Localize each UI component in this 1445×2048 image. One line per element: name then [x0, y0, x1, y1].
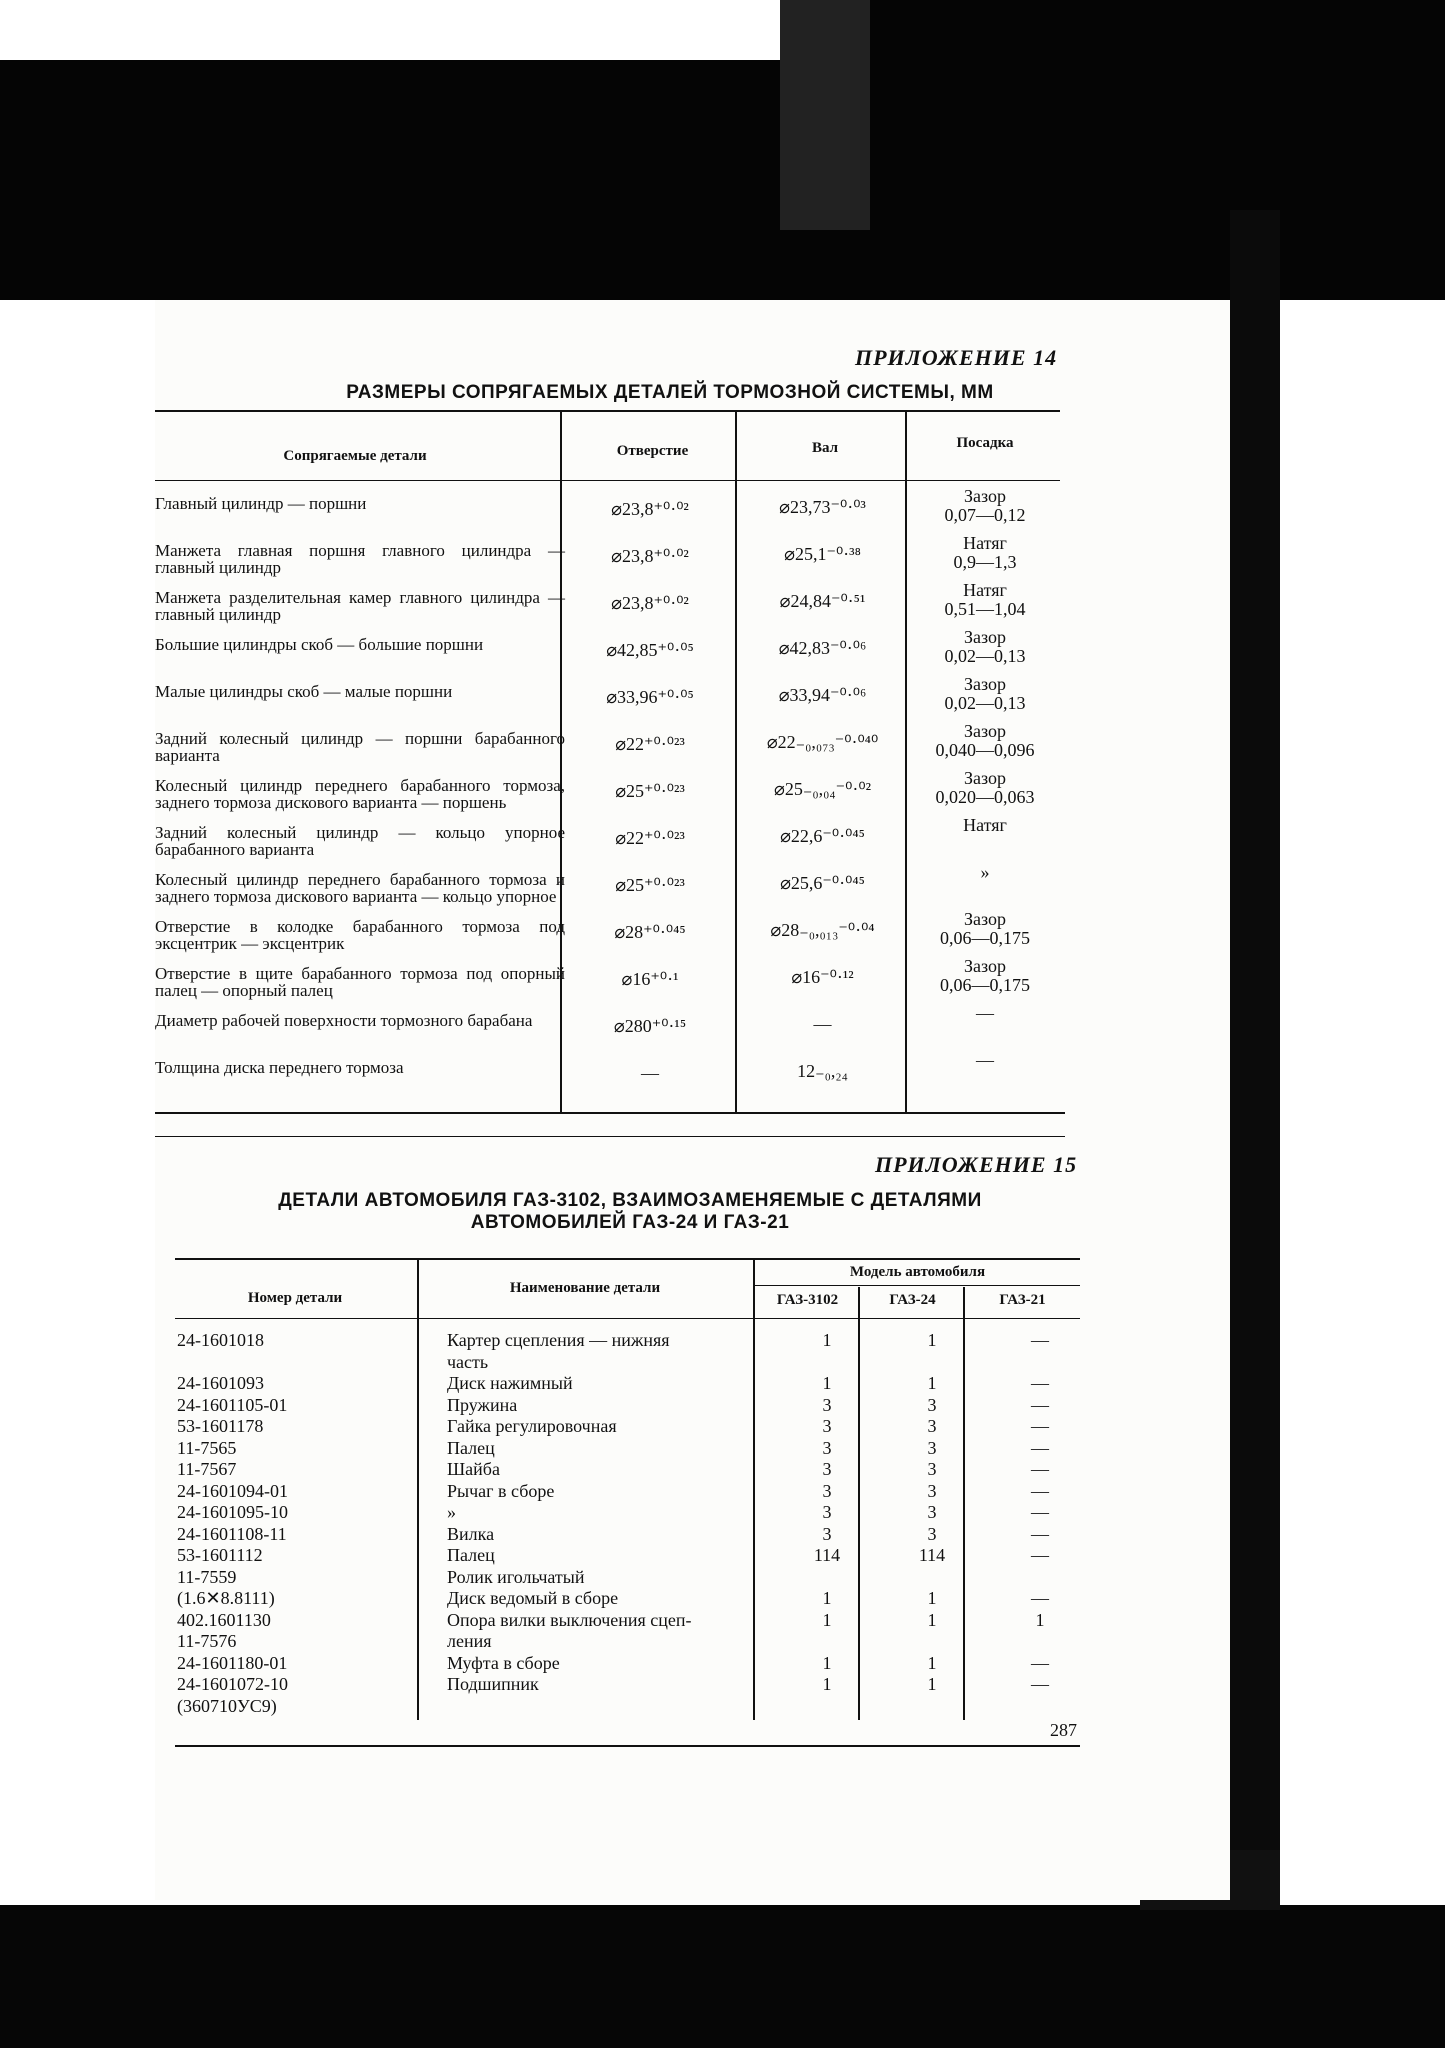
hole-dimension: ⌀22⁺⁰·⁰²³	[615, 734, 685, 754]
col-header-gaz-21: ГАЗ-21	[999, 1292, 1046, 1308]
table-top-rule	[155, 410, 1060, 412]
part-number: (360710УС9)	[177, 1695, 277, 1716]
table-row	[155, 909, 1060, 959]
part-number: 11-7565	[177, 1437, 237, 1458]
fit-type: Зазор 0,06—0,175	[940, 909, 1030, 948]
fit-type: —	[976, 1003, 994, 1023]
table-row	[155, 674, 1060, 724]
qty-gaz-24: 3	[927, 1480, 937, 1501]
appendix-15-title-line1: ДЕТАЛИ АВТОМОБИЛЯ ГАЗ-3102, ВЗАИМОЗАМЕНЯЕМЫЕ С ДЕТАЛЯМИ	[278, 1190, 982, 1211]
shaft-dimension: ⌀25₋₀,₀₄⁻⁰·⁰²	[774, 779, 871, 799]
shaft-dimension: ⌀16⁻⁰·¹²	[791, 967, 854, 987]
qty-gaz-3102: 3	[822, 1437, 832, 1458]
table-row	[155, 1003, 1060, 1053]
table-row	[177, 1481, 1082, 1502]
shaft-dimension: ⌀42,83⁻⁰·⁰⁶	[778, 638, 867, 658]
qty-gaz-24: 3	[927, 1523, 937, 1544]
footer-rule	[175, 1745, 1080, 1747]
part-name: Ролик игольчатый	[447, 1566, 585, 1587]
part-name: часть	[447, 1351, 489, 1372]
part-number: 53-1601112	[177, 1545, 263, 1565]
qty-gaz-3102: 3	[822, 1394, 832, 1415]
qty-gaz-3102: 1	[822, 1373, 832, 1393]
table-row	[155, 580, 1060, 630]
part-name: Вилка	[447, 1523, 495, 1544]
qty-gaz-21: —	[1031, 1502, 1049, 1522]
table-row	[177, 1588, 1082, 1609]
part-number: 24-1601180-01	[177, 1652, 288, 1673]
table-row	[177, 1567, 1082, 1588]
table2-top-rule	[175, 1258, 1080, 1260]
qty-gaz-24: 1	[927, 1373, 937, 1393]
qty-gaz-21: —	[1031, 1523, 1049, 1544]
table-row	[177, 1330, 1082, 1351]
part-number: 11-7567	[177, 1459, 237, 1479]
scan-border-notch	[0, 0, 800, 60]
fit-type: Зазор 0,02—0,13	[944, 627, 1026, 666]
shaft-dimension: ⌀25,1⁻⁰·³⁸	[784, 544, 861, 564]
qty-gaz-21: —	[1031, 1459, 1049, 1479]
qty-gaz-24: 3	[927, 1502, 937, 1522]
shaft-dimension: ⌀28₋₀,₀₁₃⁻⁰·⁰⁴	[770, 920, 875, 940]
shaft-dimension: ⌀24,84⁻⁰·⁵¹	[779, 591, 866, 611]
part-number: 53-1601178	[177, 1416, 264, 1436]
qty-gaz-24: 3	[927, 1459, 937, 1479]
col-header-shaft: Вал	[811, 440, 839, 456]
part-name: Пружина	[447, 1394, 518, 1415]
shaft-dimension: ⌀23,73⁻⁰·⁰³	[779, 497, 866, 517]
col-header-gaz-24: ГАЗ-24	[889, 1292, 936, 1308]
shaft-dimension: ⌀33,94⁻⁰·⁰⁶	[778, 685, 867, 705]
qty-gaz-24: 3	[927, 1437, 937, 1458]
col-header-part-name: Наименование детали	[509, 1280, 661, 1296]
qty-gaz-3102: 3	[822, 1459, 832, 1479]
part-name: Муфта в сборе	[447, 1652, 560, 1673]
hole-dimension: ⌀22⁺⁰·⁰²³	[615, 828, 685, 848]
fit-type: Зазор 0,02—0,13	[944, 674, 1026, 713]
table-row	[177, 1653, 1082, 1674]
qty-gaz-21: —	[1031, 1480, 1049, 1501]
mating-parts-name: Диаметр рабочей поверхности тормозного барабана	[155, 1011, 533, 1030]
part-number: 24-1601095-10	[177, 1502, 288, 1522]
hole-dimension: ⌀16⁺⁰·¹	[621, 969, 679, 989]
hole-dimension: ⌀280⁺⁰·¹⁵	[613, 1016, 687, 1036]
table-row	[177, 1502, 1082, 1523]
mating-parts-name: Отверстие в щите барабанного тормоза под опорный палец — опорный палец	[155, 964, 565, 1000]
table-row	[155, 533, 1060, 583]
mating-parts-name: Большие цилиндры скоб — большие поршни	[155, 635, 484, 654]
table-row	[177, 1416, 1082, 1437]
model-subrule	[755, 1285, 1080, 1286]
table-row	[177, 1438, 1082, 1459]
table-row	[155, 956, 1060, 1006]
fit-type: Зазор 0,06—0,175	[940, 956, 1030, 995]
table-row	[155, 815, 1060, 865]
fit-type: Натяг 0,9—1,3	[953, 533, 1017, 572]
part-name: Картер сцепления — нижняя	[447, 1330, 670, 1350]
qty-gaz-24: 1	[927, 1652, 937, 1673]
section-separator	[155, 1136, 1065, 1137]
fit-type: —	[976, 1050, 994, 1070]
col-header-fit: Посадка	[956, 435, 1014, 451]
mating-parts-name: Задний колесный цилиндр — кольцо упорное барабанного варианта	[155, 823, 565, 859]
qty-gaz-24: 1	[927, 1330, 937, 1350]
mating-parts-name: Колесный цилиндр переднего барабанного тормоза и заднего тормоза дискового варианта — кольцо упорное	[155, 870, 565, 906]
hole-dimension: ⌀28⁺⁰·⁰⁴⁵	[614, 922, 686, 942]
part-number: 24-1601018	[177, 1330, 264, 1350]
table-row	[155, 627, 1060, 677]
qty-gaz-24: 1	[927, 1588, 937, 1608]
table-row	[155, 862, 1060, 912]
table2-header-rule	[175, 1318, 1080, 1319]
shaft-dimension: ⌀22,6⁻⁰·⁰⁴⁵	[780, 826, 865, 846]
shaft-dimension: ⌀22₋₀,₀₇₃⁻⁰·⁰⁴⁰	[766, 732, 879, 752]
appendix-14-label: ПРИЛОЖЕНИЕ 14	[855, 345, 1058, 370]
part-name: Диск ведомый в сборе	[447, 1588, 619, 1608]
table-row	[155, 1050, 1060, 1100]
col-header-parts: Сопрягаемые детали	[283, 448, 427, 464]
qty-gaz-24: 1	[927, 1609, 937, 1630]
appendix-15-label: ПРИЛОЖЕНИЕ 15	[875, 1152, 1078, 1177]
qty-gaz-3102: 114	[813, 1545, 841, 1565]
fit-type: »	[980, 862, 990, 882]
part-name: Подшипник	[447, 1674, 539, 1694]
table-row	[177, 1610, 1082, 1631]
table-row	[177, 1524, 1082, 1545]
qty-gaz-21: —	[1031, 1373, 1049, 1393]
col-header-gaz-3102: ГАЗ-3102	[776, 1292, 839, 1308]
qty-gaz-24: 114	[918, 1545, 946, 1565]
part-name: Шайба	[447, 1459, 500, 1479]
hole-dimension: ⌀23,8⁺⁰·⁰²	[611, 499, 689, 519]
qty-gaz-24: 3	[927, 1416, 937, 1436]
table-row	[177, 1373, 1082, 1394]
qty-gaz-24: 1	[927, 1674, 937, 1694]
qty-gaz-21: —	[1031, 1437, 1049, 1458]
book-page	[155, 300, 1230, 1900]
part-name: Рычаг в сборе	[447, 1480, 555, 1501]
part-number: 402.1601130	[177, 1609, 271, 1630]
table-row	[177, 1545, 1082, 1566]
qty-gaz-21: 1	[1035, 1609, 1045, 1630]
mating-parts-name: Малые цилиндры скоб — малые поршни	[155, 682, 453, 701]
hole-dimension: —	[641, 1063, 659, 1083]
part-name: »	[447, 1502, 456, 1522]
table-bottom-rule	[155, 1112, 1065, 1114]
fit-type: Зазор 0,040—0,096	[935, 721, 1035, 760]
fit-type: Натяг 0,51—1,04	[944, 580, 1026, 619]
table-row	[177, 1696, 1082, 1717]
hole-dimension: ⌀33,96⁺⁰·⁰⁵	[606, 687, 694, 707]
part-number: 24-1601094-01	[177, 1480, 288, 1501]
qty-gaz-21: —	[1031, 1330, 1049, 1350]
hole-dimension: ⌀25⁺⁰·⁰²³	[615, 781, 685, 801]
table-row	[177, 1674, 1082, 1695]
table-row	[177, 1395, 1082, 1416]
mating-parts-name: Колесный цилиндр переднего барабанного тормоза, заднего тормоза дискового варианта — поршень	[155, 776, 565, 812]
mating-parts-name: Отверстие в колодке барабанного тормоза под эксцентрик — эксцентрик	[155, 917, 565, 953]
part-name: Диск нажимный	[447, 1373, 573, 1393]
qty-gaz-3102: 1	[822, 1330, 832, 1350]
table-row	[155, 486, 1060, 536]
col-header-part-number: Номер детали	[247, 1290, 343, 1306]
part-name: Гайка регулировочная	[447, 1416, 617, 1436]
qty-gaz-21: —	[1031, 1394, 1049, 1415]
part-number: 24-1601093	[177, 1373, 264, 1393]
table-row	[155, 721, 1060, 771]
table-row	[177, 1459, 1082, 1480]
fit-type: Зазор 0,020—0,063	[935, 768, 1035, 807]
part-number: 11-7576	[177, 1631, 237, 1651]
hole-dimension: ⌀23,8⁺⁰·⁰²	[611, 546, 689, 566]
qty-gaz-3102: 3	[822, 1416, 832, 1436]
part-name: Палец	[447, 1545, 495, 1565]
hole-dimension: ⌀25⁺⁰·⁰²³	[615, 875, 685, 895]
qty-gaz-3102: 1	[822, 1609, 832, 1630]
part-number: 24-1601108-11	[177, 1523, 287, 1544]
qty-gaz-3102: 3	[822, 1523, 832, 1544]
qty-gaz-21: —	[1031, 1545, 1049, 1565]
qty-gaz-21: —	[1031, 1674, 1049, 1694]
shaft-dimension: —	[813, 1014, 832, 1034]
mating-parts-name: Главный цилиндр — поршни	[155, 494, 367, 513]
page-number: 287	[1050, 1720, 1077, 1740]
mating-parts-name: Толщина диска переднего тормоза	[155, 1058, 404, 1077]
fit-type: Зазор 0,07—0,12	[944, 486, 1026, 525]
appendix-14-title: РАЗМЕРЫ СОПРЯГАЕМЫХ ДЕТАЛЕЙ ТОРМОЗНОЙ СИСТЕМЫ, ММ	[346, 382, 994, 403]
qty-gaz-3102: 3	[822, 1480, 832, 1501]
appendix-15-title-line2: АВТОМОБИЛЕЙ ГАЗ-24 И ГАЗ-21	[470, 1212, 790, 1233]
qty-gaz-21: —	[1031, 1588, 1049, 1608]
shaft-dimension: ⌀25,6⁻⁰·⁰⁴⁵	[780, 873, 865, 893]
part-name: ления	[447, 1631, 492, 1651]
part-number: 11-7559	[177, 1566, 237, 1587]
scan-dark-border-right	[1230, 210, 1280, 1860]
table-row	[177, 1631, 1082, 1652]
qty-gaz-3102: 1	[822, 1674, 832, 1694]
part-number: (1.6✕8.8111)	[177, 1588, 275, 1608]
mating-parts-name: Манжета главная поршня главного цилиндра — главный цилиндр	[155, 541, 565, 577]
table-row	[177, 1352, 1082, 1373]
col-header-hole: Отверстие	[616, 443, 689, 459]
mating-parts-name: Задний колесный цилиндр — поршни барабанного варианта	[155, 729, 565, 765]
hole-dimension: ⌀42,85⁺⁰·⁰⁵	[606, 640, 694, 660]
qty-gaz-3102: 1	[822, 1652, 832, 1673]
part-name: Палец	[447, 1437, 495, 1458]
scan-dark-border-bottom	[0, 1905, 1445, 2048]
mating-parts-name: Манжета разделительная камер главного цилиндра — главный цилиндр	[155, 588, 565, 624]
part-number: 24-1601105-01	[177, 1394, 288, 1415]
header-rule	[155, 480, 1060, 481]
table-row	[155, 768, 1060, 818]
fit-type: Натяг	[963, 815, 1007, 835]
hole-dimension: ⌀23,8⁺⁰·⁰²	[611, 593, 689, 613]
part-number: 24-1601072-10	[177, 1674, 288, 1694]
shaft-dimension: 12₋₀,₂₄	[797, 1061, 848, 1081]
part-name: Опора вилки выключения сцеп-	[447, 1609, 692, 1630]
col-header-model: Модель автомобиля	[849, 1264, 986, 1280]
qty-gaz-21: —	[1031, 1416, 1049, 1436]
qty-gaz-3102: 3	[822, 1502, 832, 1522]
qty-gaz-3102: 1	[822, 1588, 832, 1608]
scan-shadow	[780, 0, 870, 230]
qty-gaz-24: 3	[927, 1394, 937, 1415]
qty-gaz-21: —	[1031, 1652, 1049, 1673]
